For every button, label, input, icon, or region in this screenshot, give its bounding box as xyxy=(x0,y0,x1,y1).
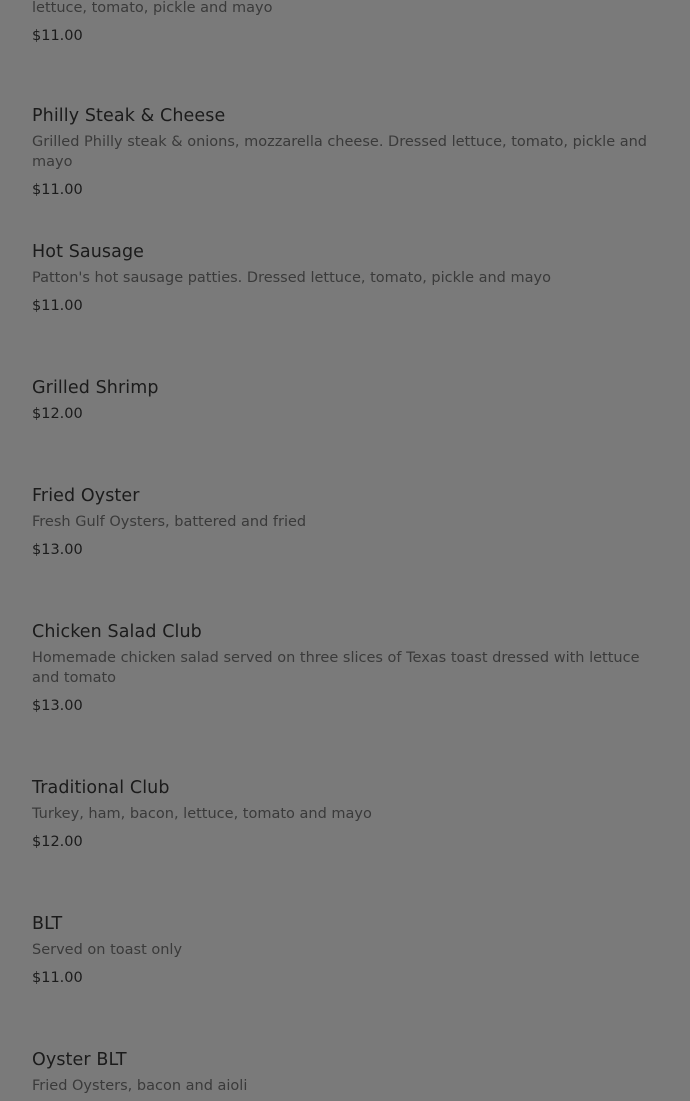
item-price: $11.00 xyxy=(32,28,83,44)
item-price: $11.00 xyxy=(32,970,83,986)
item-price: $12.00 xyxy=(32,834,83,850)
menu-item[interactable] xyxy=(32,0,662,46)
menu-item[interactable] xyxy=(32,104,662,200)
item-price: $11.00 xyxy=(32,182,83,198)
item-price: $12.00 xyxy=(32,406,83,422)
item-price: $11.00 xyxy=(32,298,83,314)
item-description: Turkey, ham, bacon, lettuce, tomato and mayo xyxy=(32,806,372,822)
item-name: Fried Oyster xyxy=(32,486,140,506)
item-name: Oyster BLT xyxy=(32,1050,127,1070)
item-name: Philly Steak & Cheese xyxy=(32,106,226,126)
item-name: BLT xyxy=(32,914,63,934)
menu-item[interactable] xyxy=(32,240,662,316)
item-name: Grilled Shrimp xyxy=(32,378,159,398)
item-description: Homemade chicken salad served on three slices of Texas toast dressed with lettuce and tomato xyxy=(32,650,640,686)
item-name: Traditional Club xyxy=(32,778,170,798)
item-price: $13.00 xyxy=(32,698,83,714)
menu-item[interactable] xyxy=(32,912,662,988)
item-description: Fresh Gulf Oysters, battered and fried xyxy=(32,514,307,530)
item-price: $13.00 xyxy=(32,542,83,558)
item-description: lettuce, tomato, pickle and mayo xyxy=(32,0,273,16)
item-description: Served on toast only xyxy=(32,942,183,958)
menu-item[interactable] xyxy=(32,484,662,560)
item-description: Fried Oysters, bacon and aioli xyxy=(32,1078,248,1094)
menu-item[interactable] xyxy=(32,620,662,716)
item-description: Patton's hot sausage patties. Dressed lettuce, tomato, pickle and mayo xyxy=(32,270,551,286)
menu-item[interactable] xyxy=(32,776,662,852)
item-name: Chicken Salad Club xyxy=(32,622,202,642)
menu-item[interactable] xyxy=(32,1048,662,1101)
menu-item[interactable] xyxy=(32,376,662,424)
item-name: Hot Sausage xyxy=(32,242,145,262)
item-description: Grilled Philly steak & onions, mozzarella cheese. Dressed lettuce, tomato, pickle and mayo xyxy=(32,134,648,170)
